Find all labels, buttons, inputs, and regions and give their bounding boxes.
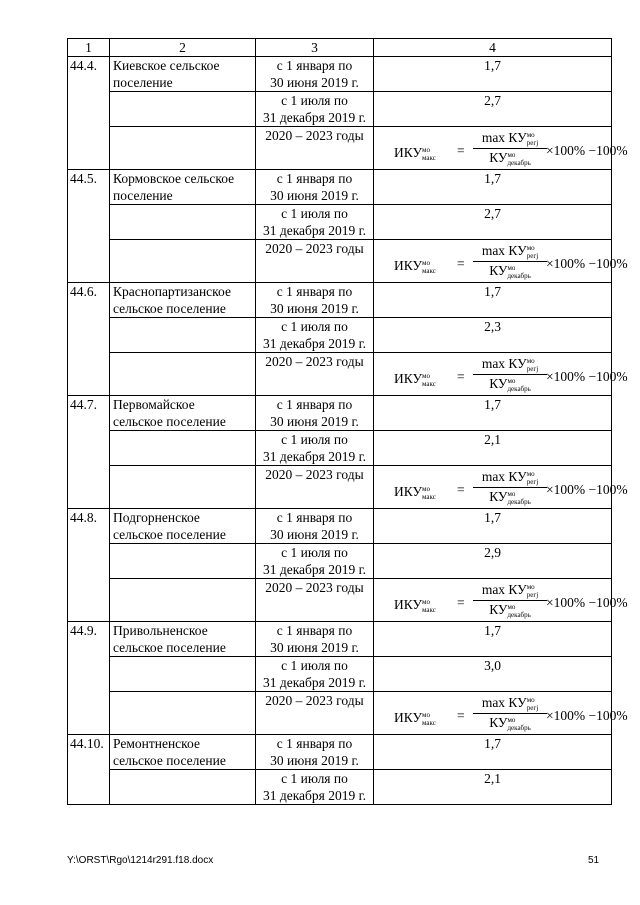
period-years: 2020 – 2023 годы bbox=[256, 466, 374, 509]
formula-fraction bbox=[473, 694, 547, 732]
value-h1: 1,7 bbox=[374, 396, 612, 431]
formula bbox=[374, 240, 628, 280]
value-h2: 2,9 bbox=[374, 544, 612, 579]
formula-lhs: ИКУ мо макс bbox=[394, 258, 436, 275]
formula-cell bbox=[374, 579, 628, 622]
footer-file-path: Y:\ORST\Rgo\1214r291.f18.docx bbox=[67, 855, 214, 866]
period-h1: с 1 января по 30 июня 2019 г. bbox=[256, 735, 374, 770]
settlement-name: Киевское сельское поселение bbox=[110, 57, 256, 92]
formula-numerator: max КУ мо pегj bbox=[473, 694, 547, 714]
value-h2: 2,7 bbox=[374, 205, 612, 240]
formula-numerator: max КУ мо pегj bbox=[473, 581, 547, 601]
row-number: 44.5. bbox=[68, 170, 110, 283]
formula-lhs: ИКУ мо макс bbox=[394, 371, 436, 388]
formula-denominator: КУ мо декабрь bbox=[489, 488, 531, 506]
tariff-table bbox=[67, 38, 628, 805]
value-h2: 2,7 bbox=[374, 92, 612, 127]
value-h2: 2,3 bbox=[374, 318, 612, 353]
table-row bbox=[68, 544, 612, 579]
header-col-3: 3 bbox=[256, 39, 374, 57]
formula-fraction bbox=[473, 468, 547, 506]
period-years: 2020 – 2023 годы bbox=[256, 579, 374, 622]
table-row bbox=[68, 657, 612, 692]
header-col-2: 2 bbox=[110, 39, 256, 57]
period-h1: с 1 января по 30 июня 2019 г. bbox=[256, 396, 374, 431]
row-number: 44.10. bbox=[68, 735, 110, 805]
formula-numerator: max КУ мо pегj bbox=[473, 242, 547, 262]
period-h1: с 1 января по 30 июня 2019 г. bbox=[256, 170, 374, 205]
formula-fraction bbox=[473, 129, 547, 167]
formula-cell bbox=[374, 127, 628, 170]
table-row bbox=[68, 692, 612, 735]
period-years: 2020 – 2023 годы bbox=[256, 127, 374, 170]
formula-equals: = bbox=[457, 595, 465, 610]
value-h1: 1,7 bbox=[374, 509, 612, 544]
empty-cell bbox=[110, 205, 256, 240]
table-row bbox=[68, 283, 612, 318]
table-row bbox=[68, 353, 612, 396]
table-row bbox=[68, 170, 612, 205]
formula-numerator: max КУ мо pегj bbox=[473, 129, 547, 149]
header-col-1: 1 bbox=[68, 39, 110, 57]
formula bbox=[374, 579, 628, 619]
formula-tail: ×100% −100% bbox=[546, 256, 628, 271]
period-h1: с 1 января по 30 июня 2019 г. bbox=[256, 622, 374, 657]
formula-cell bbox=[374, 466, 628, 509]
formula-lhs: ИКУ мо макс bbox=[394, 484, 436, 501]
period-h1: с 1 января по 30 июня 2019 г. bbox=[256, 283, 374, 318]
settlement-name: Подгорненское сельское поселение bbox=[110, 509, 256, 544]
empty-cell bbox=[110, 579, 256, 622]
empty-cell bbox=[110, 466, 256, 509]
settlement-name: Привольненское сельское поселение bbox=[110, 622, 256, 657]
formula-tail: ×100% −100% bbox=[546, 595, 628, 610]
table-row bbox=[68, 205, 612, 240]
formula-equals: = bbox=[457, 369, 465, 384]
settlement-name: Кормовское сельское поселение bbox=[110, 170, 256, 205]
formula bbox=[374, 466, 628, 506]
settlement-name: Ремонтненское сельское поселение bbox=[110, 735, 256, 770]
footer-page-number: 51 bbox=[588, 855, 600, 866]
table-row bbox=[68, 318, 612, 353]
table-row bbox=[68, 127, 612, 170]
row-number: 44.6. bbox=[68, 283, 110, 396]
formula-fraction bbox=[473, 242, 547, 280]
period-h1: с 1 января по 30 июня 2019 г. bbox=[256, 57, 374, 92]
row-number: 44.4. bbox=[68, 57, 110, 170]
period-years: 2020 – 2023 годы bbox=[256, 240, 374, 283]
header-row bbox=[68, 39, 612, 57]
formula-equals: = bbox=[457, 482, 465, 497]
formula-numerator: max КУ мо pегj bbox=[473, 355, 547, 375]
empty-cell bbox=[110, 544, 256, 579]
period-h2: с 1 июля по 31 декабря 2019 г. bbox=[256, 92, 374, 127]
period-h2: с 1 июля по 31 декабря 2019 г. bbox=[256, 318, 374, 353]
period-h1: с 1 января по 30 июня 2019 г. bbox=[256, 509, 374, 544]
table-row bbox=[68, 431, 612, 466]
value-h1: 1,7 bbox=[374, 622, 612, 657]
table-row bbox=[68, 240, 612, 283]
empty-cell bbox=[110, 692, 256, 735]
period-h2: с 1 июля по 31 декабря 2019 г. bbox=[256, 770, 374, 805]
formula-cell bbox=[374, 240, 628, 283]
period-years: 2020 – 2023 годы bbox=[256, 692, 374, 735]
value-h2: 2,1 bbox=[374, 770, 612, 805]
formula-equals: = bbox=[457, 708, 465, 723]
formula-lhs: ИКУ мо макс bbox=[394, 710, 436, 727]
settlement-name: Первомайское сельское поселение bbox=[110, 396, 256, 431]
table-row bbox=[68, 770, 612, 805]
table-row bbox=[68, 396, 612, 431]
empty-cell bbox=[110, 770, 256, 805]
formula-fraction bbox=[473, 581, 547, 619]
formula-denominator: КУ мо декабрь bbox=[489, 149, 531, 167]
empty-cell bbox=[110, 127, 256, 170]
table-row bbox=[68, 735, 612, 770]
formula-equals: = bbox=[457, 256, 465, 271]
table-row bbox=[68, 466, 612, 509]
formula-lhs: ИКУ мо макс bbox=[394, 597, 436, 614]
formula-denominator: КУ мо декабрь bbox=[489, 714, 531, 732]
table-row bbox=[68, 92, 612, 127]
table-row bbox=[68, 57, 612, 92]
empty-cell bbox=[110, 431, 256, 466]
formula-denominator: КУ мо декабрь bbox=[489, 262, 531, 280]
formula-denominator: КУ мо декабрь bbox=[489, 375, 531, 393]
period-h2: с 1 июля по 31 декабря 2019 г. bbox=[256, 431, 374, 466]
row-number: 44.9. bbox=[68, 622, 110, 735]
formula-tail: ×100% −100% bbox=[546, 482, 628, 497]
empty-cell bbox=[110, 353, 256, 396]
header-col-4: 4 bbox=[374, 39, 612, 57]
formula-numerator: max КУ мо pегj bbox=[473, 468, 547, 488]
formula-tail: ×100% −100% bbox=[546, 143, 628, 158]
table-row bbox=[68, 509, 612, 544]
period-h2: с 1 июля по 31 декабря 2019 г. bbox=[256, 544, 374, 579]
value-h1: 1,7 bbox=[374, 283, 612, 318]
empty-cell bbox=[110, 92, 256, 127]
formula-denominator: КУ мо декабрь bbox=[489, 601, 531, 619]
empty-cell bbox=[110, 240, 256, 283]
formula-tail: ×100% −100% bbox=[546, 369, 628, 384]
value-h2: 2,1 bbox=[374, 431, 612, 466]
formula bbox=[374, 692, 628, 732]
formula-cell bbox=[374, 353, 628, 396]
row-number: 44.8. bbox=[68, 509, 110, 622]
row-number: 44.7. bbox=[68, 396, 110, 509]
formula-tail: ×100% −100% bbox=[546, 708, 628, 723]
formula-lhs: ИКУ мо макс bbox=[394, 145, 436, 162]
period-years: 2020 – 2023 годы bbox=[256, 353, 374, 396]
formula-cell bbox=[374, 692, 628, 735]
value-h1: 1,7 bbox=[374, 735, 612, 770]
settlement-name: Краснопартизанское сельское поселение bbox=[110, 283, 256, 318]
formula-equals: = bbox=[457, 143, 465, 158]
formula bbox=[374, 127, 628, 167]
value-h1: 1,7 bbox=[374, 57, 612, 92]
table-row bbox=[68, 622, 612, 657]
value-h2: 3,0 bbox=[374, 657, 612, 692]
period-h2: с 1 июля по 31 декабря 2019 г. bbox=[256, 657, 374, 692]
formula-fraction bbox=[473, 355, 547, 393]
empty-cell bbox=[110, 657, 256, 692]
period-h2: с 1 июля по 31 декабря 2019 г. bbox=[256, 205, 374, 240]
value-h1: 1,7 bbox=[374, 170, 612, 205]
table-row bbox=[68, 579, 612, 622]
formula bbox=[374, 353, 628, 393]
empty-cell bbox=[110, 318, 256, 353]
